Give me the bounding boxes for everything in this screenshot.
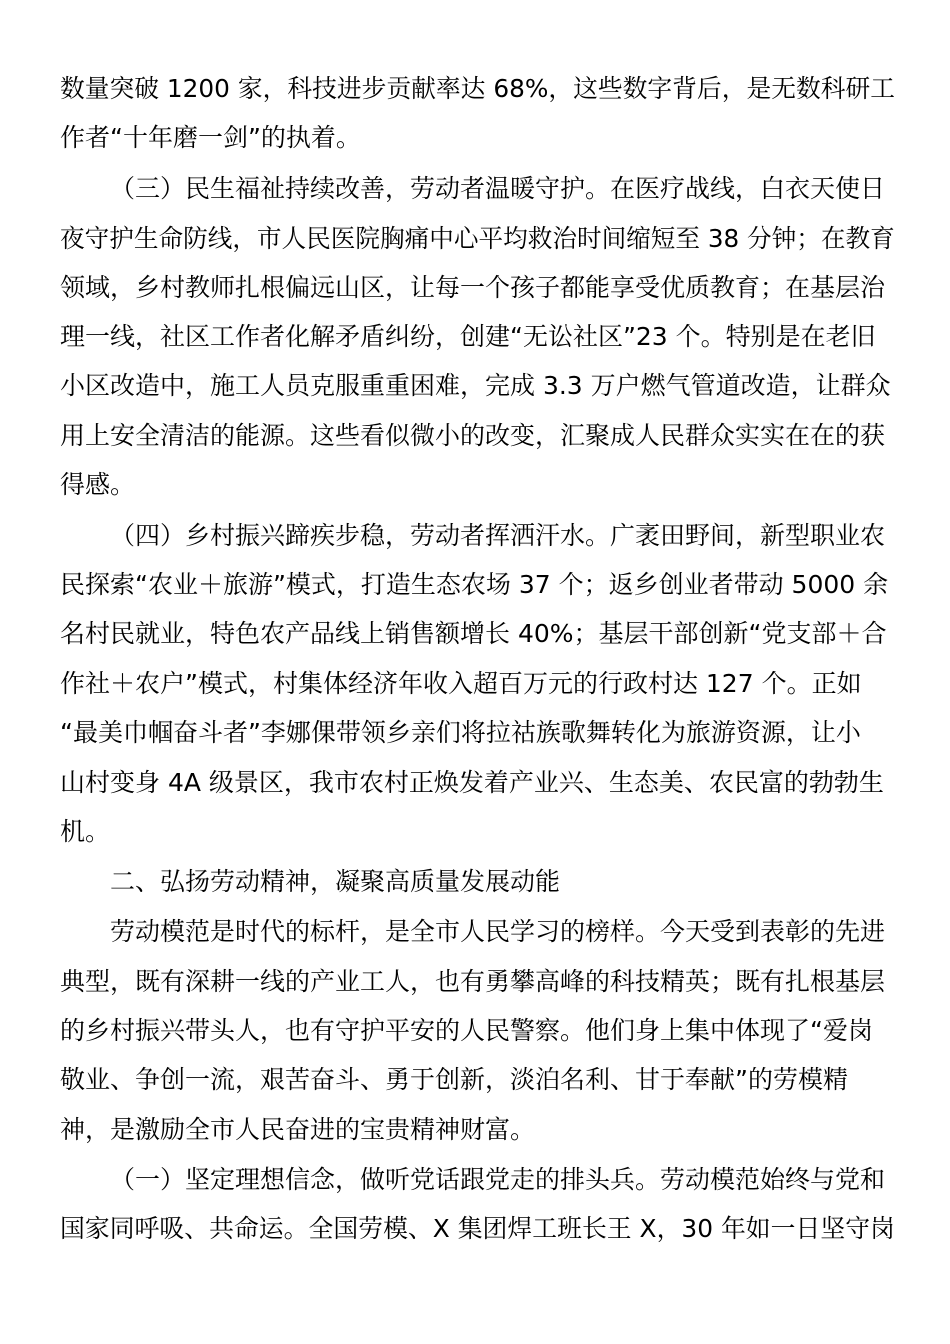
text-line: 小区改造中，施工人员克服重重困难，完成 3.3 万户燃气管道改造，让群众	[60, 371, 891, 400]
text-line: 得感。	[60, 470, 136, 499]
text-line: 机。	[60, 817, 111, 846]
text-line: 数量突破 1200 家，科技进步贡献率达 68%，这些数字背后，是无数科研工	[60, 74, 896, 103]
text-line: 典型，既有深耕一线的产业工人，也有勇攀高峰的科技精英；既有扎根基层	[60, 967, 886, 996]
text-line: 国家同呼吸、共命运。全国劳模、X 集团焊工班长王 X，30 年如一日坚守岗	[60, 1214, 895, 1243]
paragraph-subheading-4: （四）乡村振兴蹄疾步稳，劳动者挥洒汗水。广袤田野间，新型职业农	[110, 521, 886, 550]
text-line: 的乡村振兴带头人，也有守护平安的人民警察。他们身上集中体现了“爱岗	[60, 1016, 873, 1045]
text-line: 名村民就业，特色农产品线上销售额增长 40%；基层干部创新“党支部＋合	[60, 619, 887, 648]
text-line: 作社＋农户”模式，村集体经济年收入超百万元的行政村达 127 个。正如	[60, 669, 862, 698]
text-line: 理一线，社区工作者化解矛盾纠纷，创建“无讼社区”23 个。特别是在老旧	[60, 322, 876, 351]
text-line: 山村变身 4A 级景区，我市农村正焕发着产业兴、生态美、农民富的勃勃生	[60, 768, 884, 797]
text-line: 作者“十年磨一剑”的执着。	[60, 123, 361, 152]
paragraph-subheading-1: （一）坚定理想信念，做听党话跟党走的排头兵。劳动模范始终与党和	[110, 1165, 886, 1194]
text-line: 敬业、争创一流，艰苦奋斗、勇于创新，淡泊名利、甘于奉献”的劳模精	[60, 1065, 848, 1094]
text-line: “最美巾帼奋斗者”李娜倮带领乡亲们将拉祜族歌舞转化为旅游资源，让小	[60, 718, 861, 747]
text-line: 夜守护生命防线，市人民医院胸痛中心平均救治时间缩短至 38 分钟；在教育	[60, 224, 895, 253]
section-heading: 二、弘扬劳动精神，凝聚高质量发展动能	[110, 867, 561, 896]
text-line: 用上安全清洁的能源。这些看似微小的改变，汇聚成人民群众实实在在的获	[60, 421, 886, 450]
paragraph-subheading-3: （三）民生福祉持续改善，劳动者温暖守护。在医疗战线，白衣天使日	[110, 174, 886, 203]
text-line: 领域，乡村教师扎根偏远山区，让每一个孩子都能享受优质教育；在基层治	[60, 273, 886, 302]
text-line: 劳动模范是时代的标杆，是全市人民学习的榜样。今天受到表彰的先进	[110, 917, 886, 946]
text-line: 民探索“农业＋旅游”模式，打造生态农场 37 个；返乡创业者带动 5000 余	[60, 570, 889, 599]
text-line: 神，是激励全市人民奋进的宝贵精神财富。	[60, 1115, 536, 1144]
